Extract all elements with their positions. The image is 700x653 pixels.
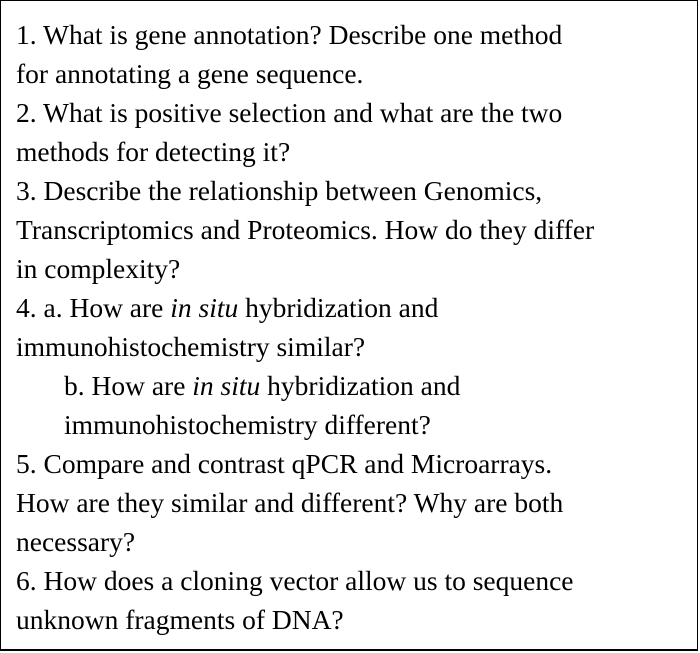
question-4b-italic-term: in situ (192, 370, 261, 401)
question-3-line-2: Transcriptomics and Proteomics. How do they differ (16, 214, 595, 245)
question-4a-line-2: immunohistochemistry similar? (16, 331, 366, 362)
question-3-line-3: in complexity? (16, 253, 181, 284)
question-4b-prefix: b. How are (64, 370, 193, 401)
question-3-line-1: 3. Describe the relationship between Genomics, (16, 175, 543, 206)
question-5-line-3: necessary? (16, 526, 136, 557)
question-5-line-1: 5. Compare and contrast qPCR and Microarrays. (16, 448, 553, 479)
question-4b-line-2: immunohistochemistry different? (64, 409, 431, 440)
question-6-line-2: unknown fragments of DNA? (16, 604, 344, 635)
question-4a-suffix: hybridization and (238, 292, 439, 323)
question-4b-line-1 (16, 366, 688, 405)
question-4a-prefix: 4. a. How are (16, 292, 171, 323)
question-4a-italic-term: in situ (170, 292, 239, 323)
question-4a-line-1 (16, 288, 688, 327)
question-5-line-2: How are they similar and different? Why are both (16, 487, 564, 518)
question-4b-suffix: hybridization and (260, 370, 461, 401)
question-2-line-1: 2. What is positive selection and what are the two (16, 97, 563, 128)
question-1-line-1: 1. What is gene annotation? Describe one method (16, 19, 563, 50)
question-6-line-1: 6. How does a cloning vector allow us to sequence (16, 565, 574, 596)
question-2-line-2: methods for detecting it? (16, 136, 291, 167)
question-1-line-2: for annotating a gene sequence. (16, 58, 364, 89)
question-list (16, 15, 688, 639)
